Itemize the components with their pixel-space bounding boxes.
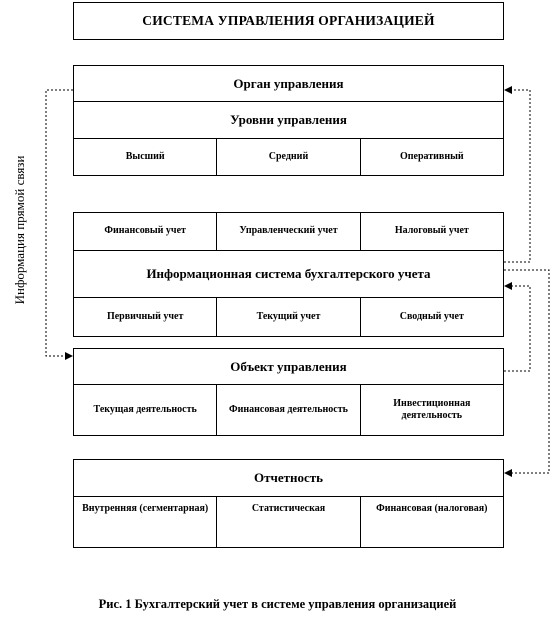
activity-current: Текущая деятельность [93,403,197,415]
reporting-internal: Внутренняя (сегментарная) [82,503,209,514]
summary-accounting-cell: Сводный учет [360,298,503,336]
current-accounting-cell: Текущий учет [216,298,359,336]
activity-investment: Инвестиционная деятельность [360,385,503,435]
management-levels-heading: Уровни управления [74,102,503,139]
reporting-financial: Финансовая (налоговая) [360,497,503,547]
info-to-reporting-arrow [504,270,549,473]
accounting-info-system-heading: Информационная система бухгалтерского учета [74,250,503,298]
managed-object-heading: Объект управления [74,349,503,385]
direct-info-arrow [46,90,73,356]
tax-accounting-cell: Налоговый учет [360,213,503,250]
direct-link-info-label: Информация прямой связи [12,155,27,305]
primary-accounting-cell: Первичный учет [106,310,184,322]
activity-financial: Финансовая деятельность [216,385,359,435]
diagram-title: СИСТЕМА УПРАВЛЕНИЯ ОРГАНИЗАЦИЕЙ [142,13,435,28]
info-to-management-arrow [504,90,530,262]
object-to-info-arrow [504,286,530,371]
reporting-statistical: Статистическая [216,497,359,547]
level-middle: Средний [216,139,359,175]
reporting-heading: Отчетность [74,460,503,497]
level-operational: Оперативный [360,139,503,175]
financial-accounting-cell: Финансовый учет [104,225,186,237]
level-top: Высший [125,150,165,162]
management-accounting-cell: Управленческий учет [216,213,359,250]
management-body-heading: Орган управления [74,66,503,102]
figure-caption: Рис. 1 Бухгалтерский учет в системе управления организацией [98,597,457,611]
